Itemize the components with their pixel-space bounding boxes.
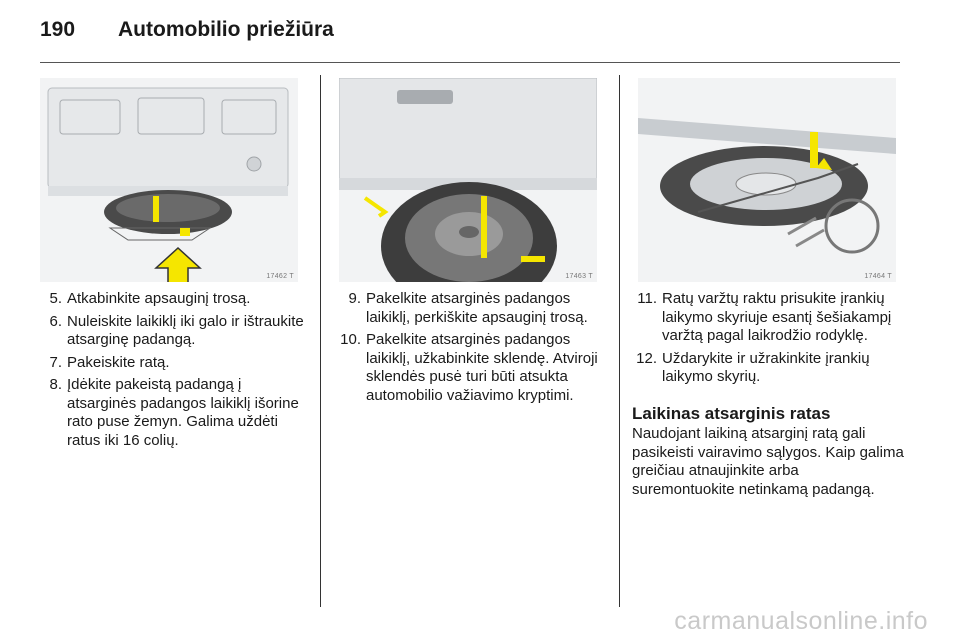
header-rule bbox=[40, 62, 900, 63]
column-1-text bbox=[42, 290, 310, 454]
section-text-temporary-spare: Naudojant laikiną atsarginį ratą gali pasikeisti vairavimo sąlygos. Kaip galima greičiau atnaujinkite arba suremontuokite netinkamą padangą. bbox=[632, 425, 904, 498]
column-divider-2 bbox=[619, 75, 620, 607]
page-header bbox=[40, 18, 334, 48]
step-10: 10. Pakelkite atsarginės padangos laikiklį, užkabinkite sklendę. Atviroji sklendės pusė turi būti atsukta automobilio važiavimo kryptimi. bbox=[340, 331, 598, 404]
step-11: 11. Ratų varžtų raktu prisukite įrankių laikymo skyriuje esantį šešiakampį varžtą pagal laikrodžio rodyklę. bbox=[637, 290, 892, 344]
column-2-text bbox=[336, 290, 608, 409]
spare-wheel-illustration-2 bbox=[339, 78, 597, 282]
spare-wheel-illustration-3 bbox=[638, 78, 896, 282]
figure-spare-wheel-lowering bbox=[40, 78, 298, 282]
page-number: 190 bbox=[40, 18, 76, 41]
figure-code-3: 17464 T bbox=[864, 273, 892, 280]
figure-code-2: 17463 T bbox=[565, 273, 593, 280]
chapter-title: Automobilio priežiūra bbox=[118, 18, 334, 41]
spare-wheel-illustration-1 bbox=[40, 78, 298, 282]
step-8: 8. Įdėkite pakeistą padangą į atsarginės padangos laikiklį išorine rato puse žemyn. Galima uždėti ratus iki 16 colių. bbox=[49, 376, 299, 449]
figure-code-1: 17462 T bbox=[266, 273, 294, 280]
figure-spare-wheel-latch bbox=[339, 78, 597, 282]
figure-hex-bolt-tightening bbox=[638, 78, 896, 282]
section-heading-temporary-spare: Laikinas atsarginis ratas bbox=[632, 403, 831, 423]
step-9: 9. Pakelkite atsarginės padangos laikiklį, perkiškite apsauginį trosą. bbox=[348, 290, 588, 326]
column-3-text bbox=[632, 290, 904, 499]
column-divider-1 bbox=[320, 75, 321, 607]
step-7: 7. Pakeiskite ratą. bbox=[49, 353, 170, 371]
watermark: carmanualsonline.info bbox=[674, 607, 928, 635]
step-6: 6. Nuleiskite laikiklį iki galo ir ištraukite atsarginę padangą. bbox=[49, 312, 304, 348]
step-5: 5. Atkabinkite apsauginį trosą. bbox=[49, 290, 251, 307]
step-12: 12. Uždarykite ir užrakinkite įrankių laikymo skyrių. bbox=[636, 349, 870, 385]
